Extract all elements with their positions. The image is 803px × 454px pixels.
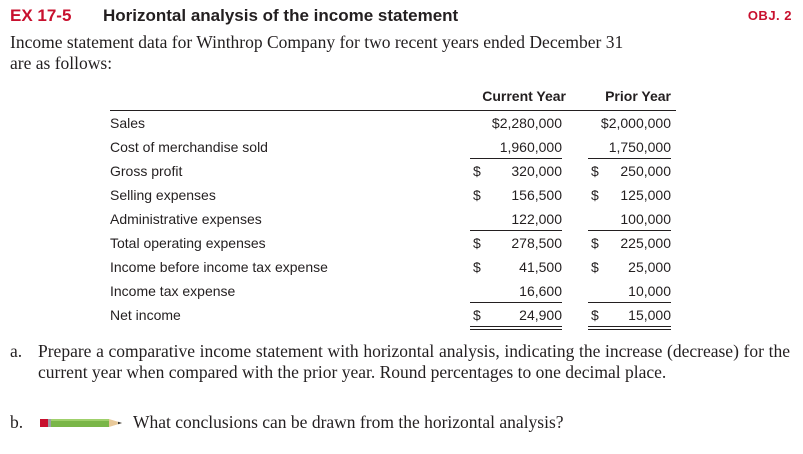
row-label: Cost of merchandise sold [110,139,268,155]
row-label: Gross profit [110,163,183,179]
dollar-sign: $ [473,187,481,203]
table-row [110,136,710,160]
subtotal-rule [588,230,671,231]
amount: 125,000 [620,187,671,203]
question-a-letter: a. [10,341,23,361]
table-row [110,280,710,304]
table-row [110,112,710,136]
question-b [10,412,790,434]
table-row [110,232,710,256]
current-year-value [470,115,562,133]
amount: $2,000,000 [600,115,671,131]
total-double-rule [470,326,562,327]
dollar-sign: $ [473,163,481,179]
current-year-value [470,139,562,157]
question-a-text: Prepare a comparative income statement with horizontal analysis, indicating the increase (decrease) for the current year when compared with the prior year. Round percentages to one decimal place. [38,341,790,382]
amount: 1,960,000 [499,139,562,155]
dollar-sign: $ [473,307,481,323]
prior-year-value [588,139,671,157]
row-label: Income before income tax expense [110,259,328,275]
prior-year-value [588,187,671,205]
dollar-sign: $ [473,235,481,251]
total-double-rule [588,326,671,327]
dollar-sign: $ [591,235,599,251]
total-double-rule [470,329,562,330]
amount: 100,000 [620,211,671,227]
amount: 15,000 [628,307,671,323]
current-year-value [470,307,562,325]
amount: 10,000 [628,283,671,299]
amount: 25,000 [628,259,671,275]
exercise-header [10,6,792,28]
subtotal-rule [470,230,562,231]
table-row [110,256,710,280]
pencil-icon [40,417,126,429]
table-row [110,208,710,232]
subtotal-rule [470,158,562,159]
amount: 122,000 [511,211,562,227]
row-label: Administrative expenses [110,211,262,227]
column-header-current-year: Current Year [482,88,566,104]
amount: 156,500 [511,187,562,203]
exercise-number: EX 17-5 [10,6,72,25]
prior-year-value [588,163,671,181]
prior-year-value [588,235,671,253]
dollar-sign: $ [591,163,599,179]
exercise-title: Horizontal analysis of the income statement [103,6,459,25]
amount: $2,280,000 [491,115,562,131]
question-b-text: What conclusions can be drawn from the horizontal analysis? [133,412,564,432]
current-year-value [470,235,562,253]
amount: 320,000 [511,163,562,179]
row-label: Total operating expenses [110,235,266,251]
header-rule [110,110,676,111]
objective-badge: OBJ. 2 [747,8,792,23]
current-year-value [470,211,562,229]
row-label: Income tax expense [110,283,236,299]
intro-line-2: are as follows: [10,53,113,73]
row-label: Selling expenses [110,187,216,203]
dollar-sign: $ [591,259,599,275]
amount: 225,000 [620,235,671,251]
row-label: Net income [110,307,181,323]
question-b-letter: b. [10,412,24,432]
subtotal-rule [588,302,671,303]
prior-year-value [588,307,671,325]
current-year-value [470,187,562,205]
table-row [110,304,710,328]
subtotal-rule [588,158,671,159]
amount: 24,900 [519,307,562,323]
current-year-value [470,163,562,181]
amount: 278,500 [511,235,562,251]
current-year-value [470,283,562,301]
amount: 1,750,000 [608,139,671,155]
amount: 16,600 [519,283,562,299]
prior-year-value [588,211,671,229]
total-double-rule [588,329,671,330]
column-header-prior-year: Prior Year [605,88,671,104]
prior-year-value [588,115,671,133]
amount: 41,500 [519,259,562,275]
intro-line-1: Income statement data for Winthrop Company for two recent years ended December 31 [10,32,624,52]
row-label: Sales [110,115,146,131]
dollar-sign: $ [591,307,599,323]
subtotal-rule [470,302,562,303]
dollar-sign: $ [473,259,481,275]
table-row [110,184,710,208]
current-year-value [470,259,562,277]
dollar-sign: $ [591,187,599,203]
table-row [110,160,710,184]
intro-paragraph [10,32,790,74]
prior-year-value [588,283,671,301]
prior-year-value [588,259,671,277]
amount: 250,000 [620,163,671,179]
